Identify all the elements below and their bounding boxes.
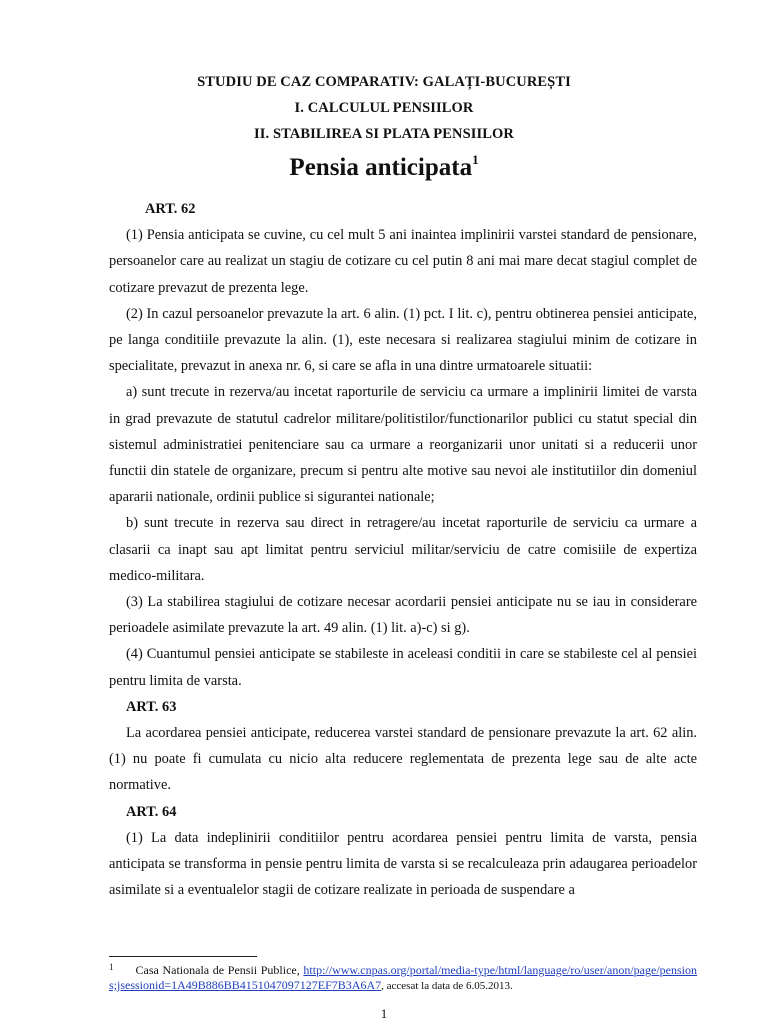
article-62-paragraph-2: (2) In cazul persoanelor prevazute la art. 6 alin. (1) pct. I lit. c), pentru obtinerea pensiei anticipate, pe langa conditiile prevazute la alin. (1), este necesara si realizarea stagiului minim de cotizare in specialitate, prevazut in anexa nr. 6, si care se afla in una dintre urmatoarele situatii: bbox=[109, 305, 697, 375]
footnote-separator bbox=[109, 956, 257, 957]
header-line-2: I. CALCULUL PENSIILOR bbox=[294, 100, 474, 116]
article-62-paragraph-3: (3) La stabilirea stagiului de cotizare necesar acordarii pensiei anticipate nu se iau in considerare perioadele asimilate prevazute la art. 49 alin. (1) lit. a)-c) si g). bbox=[109, 594, 697, 637]
article-62-paragraph-4: (4) Cuantumul pensiei anticipate se stabileste in aceleasi conditii in care se stabileste cel al pensiei pentru limita de varsta. bbox=[109, 646, 697, 689]
article-62-paragraph-1: (1) Pensia anticipata se cuvine, cu cel mult 5 ani inaintea implinirii varstei standard de pensionare, persoanelor care au realizat un stagiu de cotizare cu cel putin 8 ani mai mare decat stagiul complet de cotizare prevazut de prezenta lege. bbox=[109, 227, 697, 296]
article-64-heading: ART. 64 bbox=[126, 803, 177, 820]
title-text: Pensia anticipata bbox=[289, 154, 473, 181]
footnote bbox=[109, 960, 697, 994]
article-64-paragraph-1: (1) La data indeplinirii conditiilor pentru acordarea pensiei pentru limita de varsta, pensia anticipata se transforma in pensie pentru limita de varsta si se recalculeaza prin adaugarea perioadelor asimilate si a eventualelor stagii de cotizare realizate in perioada de suspendare a bbox=[109, 829, 697, 899]
footnote-source: Casa Nationala de Pensii Publice, bbox=[135, 963, 300, 977]
title-footnote-ref[interactable]: 1 bbox=[472, 152, 479, 167]
footnote-number: 1 bbox=[109, 962, 114, 972]
article-63-heading: ART. 63 bbox=[126, 698, 177, 715]
footnote-link[interactable]: http://www.cnpas.org/portal/media-type/html/language/ro/user/anon/page/pensions;jsessionid=1A49B886BB4151047097127EF7B3A6A7 bbox=[109, 963, 697, 992]
article-62-heading: ART. 62 bbox=[145, 201, 196, 217]
article-62-item-b: b) sunt trecute in rezerva sau direct in retragere/au incetat raporturile de serviciu ca urmare a clasarii ca inapt sau apt limitat pentru serviciul militar/serviciu de catre comisiile de expertiza medico-militara. bbox=[109, 515, 697, 584]
page-title bbox=[0, 152, 768, 182]
header-line-3: II. STABILIREA SI PLATA PENSIILOR bbox=[254, 126, 514, 142]
page-number: 1 bbox=[380, 1006, 388, 1021]
article-62-item-a: a) sunt trecute in rezerva/au incetat raporturile de serviciu ca urmare a implinirii limitei de varsta in grad prevazute de statutul cadrelor militare/politistilor/functionarilor publici cu statut special din sistemul administratiei penitenciare sau ca urmare a reorganizarii unor unitati si a reducerii unor functii din statele de organizare, precum si pentru alte motive sau nevoi ale institutiilor din domeniul apararii nationale, ordinii publice si sigurantei nationale; bbox=[109, 384, 697, 506]
header-line-1: STUDIU DE CAZ COMPARATIV: GALAȚI-BUCUREȘTI bbox=[197, 74, 571, 90]
article-63-paragraph-1: La acordarea pensiei anticipate, reducerea varstei standard de pensionare prevazute la art. 62 alin. (1) nu poate fi cumulata cu nicio alta reducere reglementata de prezenta lege sau de alte acte normative. bbox=[109, 725, 697, 794]
footnote-accessed-date: , accesat la data de 6.05.2013. bbox=[381, 980, 513, 992]
document-body bbox=[109, 196, 697, 903]
